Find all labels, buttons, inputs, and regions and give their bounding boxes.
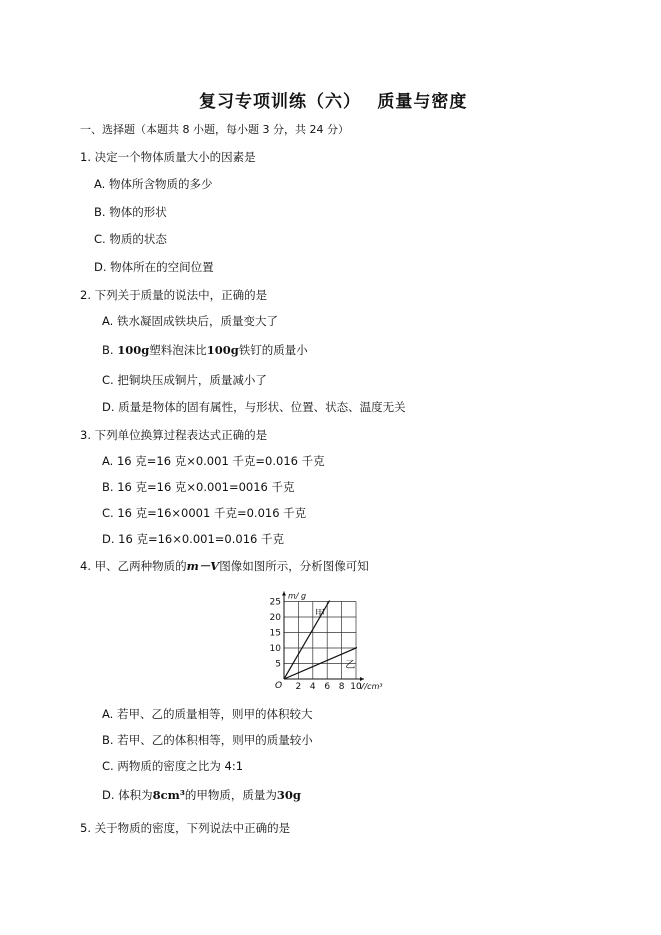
series-label-jia: 甲 bbox=[314, 609, 325, 620]
question-text: 决定一个物体质量大小的因素是 bbox=[94, 150, 256, 164]
section-header: 一、选择题（本题共 8 小题，每小题 3 分，共 24 分） bbox=[80, 123, 349, 136]
question-4: 4. 甲、乙两种物质的m－V图像如图所示，分析图像可知 bbox=[80, 559, 369, 573]
x-tick-label: 8 bbox=[338, 682, 345, 692]
q4-option-b: B. 若甲、乙的体积相等，则甲的质量较小 bbox=[102, 733, 313, 747]
m-v-formula: m－V bbox=[186, 559, 220, 573]
q3-option-a: A. 16 克=16 克×0.001 千克=0.016 千克 bbox=[102, 454, 325, 468]
q2-option-a: A. 铁水凝固成铁块后，质量变大了 bbox=[102, 314, 278, 328]
q2-option-b: B. 100g塑料泡沫比100g铁钉的质量小 bbox=[102, 343, 308, 357]
q4-option-c: C. 两物质的密度之比为 4:1 bbox=[102, 759, 244, 773]
mass-value: 30g bbox=[276, 788, 301, 802]
q1-option-a: A. 物体所含物质的多少 bbox=[94, 177, 213, 191]
volume-value: 8cm³ bbox=[152, 788, 185, 802]
y-tick-label: 10 bbox=[269, 644, 281, 654]
question-2 bbox=[80, 287, 267, 303]
q3-option-d: D. 16 克=16×0.001=0.016 千克 bbox=[102, 532, 285, 546]
x-tick-label: 10 bbox=[350, 682, 362, 692]
y-tick-label: 15 bbox=[269, 628, 281, 639]
x-tick-label: 6 bbox=[324, 682, 331, 692]
y-axis-label: m/ g bbox=[288, 591, 307, 601]
mass-value: 100g bbox=[206, 343, 239, 357]
q2-option-c: C. 把铜块压成铜片，质量减小了 bbox=[102, 373, 267, 387]
question-text: 关于物质的密度，下列说法中正确的是 bbox=[94, 821, 291, 835]
page-title: 复习专项训练（六） 质量与密度 bbox=[199, 92, 468, 112]
question-1 bbox=[80, 149, 256, 165]
q4-option-d: D. 体积为8cm³的甲物质，质量为30g bbox=[102, 788, 301, 802]
question-number: 1. bbox=[80, 150, 91, 164]
x-tick-label: 2 bbox=[295, 682, 302, 692]
question-3 bbox=[80, 427, 267, 443]
q1-option-d: D. 物体所在的空间位置 bbox=[94, 260, 214, 274]
question-number: 3. bbox=[80, 428, 91, 442]
question-number: 2. bbox=[80, 288, 91, 302]
mass-value: 100g bbox=[117, 343, 150, 357]
q3-option-b: B. 16 克=16 克×0.001=0016 千克 bbox=[102, 480, 295, 494]
y-axis-arrow bbox=[282, 592, 286, 596]
q2-option-d: D. 质量是物体的固有属性，与形状、位置、状态、温度无关 bbox=[102, 400, 406, 414]
x-axis-arrow bbox=[360, 677, 364, 681]
question-number: 4. bbox=[80, 559, 91, 573]
q3-option-c: C. 16 克=16×0001 千克=0.016 千克 bbox=[102, 506, 307, 520]
y-tick-label: 25 bbox=[269, 597, 281, 608]
y-tick-label: 20 bbox=[269, 613, 281, 623]
q4-option-a: A. 若甲、乙的质量相等，则甲的体积较大 bbox=[102, 707, 313, 721]
x-axis-label: V/cm³ bbox=[359, 682, 383, 691]
q1-option-c: C. 物质的状态 bbox=[94, 232, 167, 246]
y-tick-label: 5 bbox=[275, 659, 281, 670]
series-label-yi: 乙 bbox=[345, 660, 356, 672]
question-number: 5. bbox=[80, 821, 91, 835]
question-text: 下列关于质量的说法中，正确的是 bbox=[94, 288, 268, 302]
question-text: 下列单位换算过程表达式正确的是 bbox=[94, 428, 268, 442]
question-5 bbox=[80, 820, 290, 836]
x-tick-label: 4 bbox=[309, 682, 316, 692]
origin-label: O bbox=[275, 681, 283, 691]
m-v-graph bbox=[262, 586, 402, 694]
q1-option-b: B. 物体的形状 bbox=[94, 205, 167, 219]
